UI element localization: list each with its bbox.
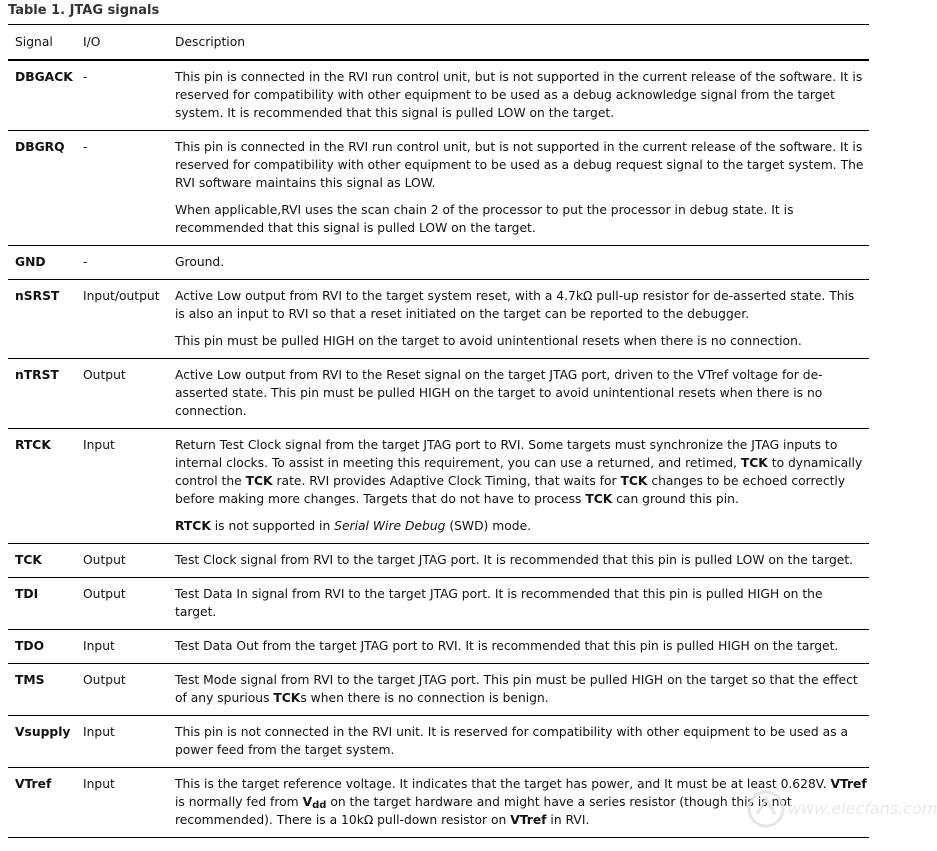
header-io: I/O xyxy=(83,25,175,61)
signal-io: Input xyxy=(83,768,175,838)
signal-description xyxy=(175,429,869,544)
text-run: This is the target reference voltage. It indicates that the target has power, and It must be at least 0.628V. xyxy=(175,777,831,791)
text-run: on the target hardware and might have a series resistor (though this is not recommended). There is a 10kΩ pull-down resistor on xyxy=(175,795,792,827)
signal-name: DBGACK xyxy=(8,60,83,131)
signal-ref xyxy=(303,795,327,809)
table-row-vsupply xyxy=(8,716,869,768)
vdd-subscript: dd xyxy=(312,800,327,811)
signal-io: Output xyxy=(83,664,175,716)
signal-name: nTRST xyxy=(8,359,83,429)
table-row-gnd xyxy=(8,246,869,280)
table-row-tdi xyxy=(8,578,869,630)
watermark-text: www.elecfans.com xyxy=(788,799,937,818)
signal-description xyxy=(175,60,869,131)
text-run: can ground this pin. xyxy=(612,492,739,506)
table-row-tck xyxy=(8,544,869,578)
signal-ref: TCK xyxy=(273,691,301,705)
signal-name: GND xyxy=(8,246,83,280)
signal-description xyxy=(175,544,869,578)
text-run: is normally fed from xyxy=(175,795,303,809)
description-paragraph: Ground. xyxy=(175,255,225,269)
signal-description xyxy=(175,768,869,838)
signal-description xyxy=(175,716,869,768)
signal-io: Input xyxy=(83,716,175,768)
description-paragraph: This pin is connected in the RVI run control unit, but is not supported in the current release of the software. It is reserved for compatibility with other equipment to be used as a debug acknowledge signal from the target system. It is recommended that this signal is pulled LOW on the target. xyxy=(175,70,863,120)
signal-name: TMS xyxy=(8,664,83,716)
signal-description xyxy=(175,246,869,280)
table-row-dbgrq xyxy=(8,131,869,246)
signal-ref: TCK xyxy=(585,492,613,506)
signal-io: Output xyxy=(83,544,175,578)
term: Serial Wire Debug xyxy=(334,519,446,533)
text-run: Return Test Clock signal from the target JTAG port to RVI. Some targets must synchronize the JTAG inputs to internal clocks. To assist in meeting this requirement, you can use a returned, and retimed, xyxy=(175,438,838,470)
description-paragraph: Test Data In signal from RVI to the target JTAG port. It is recommended that this pin is pulled HIGH on the target. xyxy=(175,587,823,619)
vdd-main: V xyxy=(302,795,313,809)
text-run: Test Mode signal from RVI to the target JTAG port. This pin must be pulled HIGH on the target so that the effect of any spurious xyxy=(175,673,858,705)
text-run: changes to be echoed correctly before making more changes. Targets that do not have to process xyxy=(175,474,846,506)
text-run: rate. RVI provides Adaptive Clock Timing, that waits for xyxy=(272,474,621,488)
signal-ref: TCK xyxy=(740,456,768,470)
signal-io: Output xyxy=(83,359,175,429)
signal-io: - xyxy=(83,131,175,246)
table-row-rtck xyxy=(8,429,869,544)
table-row-tdo xyxy=(8,630,869,664)
signal-ref: VTref xyxy=(830,777,867,791)
signal-ref: RTCK xyxy=(175,519,211,533)
signal-name: TCK xyxy=(8,544,83,578)
signal-name: VTref xyxy=(8,768,83,838)
signal-description xyxy=(175,578,869,630)
signal-io: Input xyxy=(83,630,175,664)
signal-description xyxy=(175,131,869,246)
signal-name: RTCK xyxy=(8,429,83,544)
description-paragraph xyxy=(175,517,867,535)
signal-description xyxy=(175,664,869,716)
description-paragraph xyxy=(175,436,867,508)
signal-ref: TCK xyxy=(245,474,273,488)
text-run: in RVI. xyxy=(546,813,590,827)
description-paragraph: Test Data Out from the target JTAG port to RVI. It is recommended that this pin is pulled HIGH on the target. xyxy=(175,639,839,653)
jtag-signals-table xyxy=(8,24,869,838)
signal-name: TDO xyxy=(8,630,83,664)
signal-ref: VTref xyxy=(510,813,547,827)
signal-io: Output xyxy=(83,578,175,630)
signal-name: DBGRQ xyxy=(8,131,83,246)
signal-io: Input xyxy=(83,429,175,544)
description-paragraph: When applicable,RVI uses the scan chain 2 of the processor to put the processor in debug state. It is recommended that this signal is pulled LOW on the target. xyxy=(175,203,794,235)
header-description: Description xyxy=(175,25,869,61)
text-run: to dynamically control the xyxy=(175,456,863,488)
table-caption: Table 1. JTAG signals xyxy=(8,3,160,18)
table-row-dbgack xyxy=(8,60,869,131)
description-paragraph xyxy=(175,775,867,829)
description-paragraph: This pin must be pulled HIGH on the target to avoid unintentional resets when there is no connection. xyxy=(175,334,802,348)
table-row-vtref xyxy=(8,768,869,838)
description-paragraph: This pin is connected in the RVI run control unit, but is not supported in the current release of the software. It is reserved for compatibility with other equipment to be used as a debug request signal to the target system. The RVI software maintains this signal as LOW. xyxy=(175,140,864,190)
description-paragraph: This pin is not connected in the RVI unit. It is reserved for compatibility with other equipment to be used as a power feed from the target system. xyxy=(175,725,848,757)
table-row-ntrst xyxy=(8,359,869,429)
text-run: s when there is no connection is benign. xyxy=(300,691,549,705)
description-paragraph: Active Low output from RVI to the target system reset, with a 4.7kΩ pull-up resistor for de-asserted state. This is also an input to RVI so that a reset initiated on the target can be reported to the debugger. xyxy=(175,289,855,321)
signal-description xyxy=(175,359,869,429)
signal-name: TDI xyxy=(8,578,83,630)
signal-name: nSRST xyxy=(8,280,83,359)
signal-ref: TCK xyxy=(620,474,648,488)
text-run: is not supported in xyxy=(210,519,335,533)
description-paragraph: Test Clock signal from RVI to the target JTAG port. It is recommended that this pin is pulled LOW on the target. xyxy=(175,553,854,567)
signal-name: Vsupply xyxy=(8,716,83,768)
signal-io: - xyxy=(83,246,175,280)
text-run: (SWD) mode. xyxy=(445,519,532,533)
signal-description xyxy=(175,630,869,664)
table-row-tms xyxy=(8,664,869,716)
header-signal: Signal xyxy=(8,25,83,61)
signal-io: - xyxy=(83,60,175,131)
signal-description xyxy=(175,280,869,359)
description-paragraph: Active Low output from RVI to the Reset signal on the target JTAG port, driven to the VTref voltage for de-asserted state. This pin must be pulled HIGH on the target to avoid unintentional resets when there is no connection. xyxy=(175,368,823,418)
description-paragraph xyxy=(175,671,867,707)
table-row-nsrst xyxy=(8,280,869,359)
signal-io: Input/output xyxy=(83,280,175,359)
table-header-row xyxy=(8,25,869,61)
